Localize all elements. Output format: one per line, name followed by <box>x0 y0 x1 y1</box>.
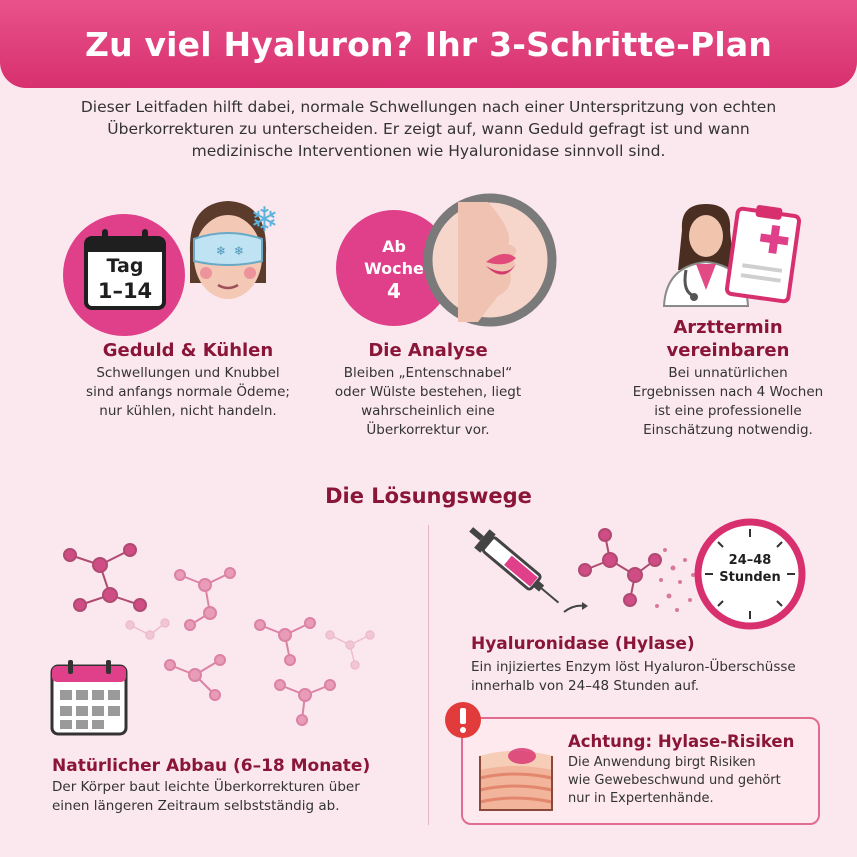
natural-title: Natürlicher Abbau (6–18 Monate) <box>52 756 371 776</box>
step1-text <box>58 364 318 421</box>
skin-tissue-icon <box>474 726 558 812</box>
step3-text-line: ist eine professionelle <box>654 403 802 419</box>
header-banner <box>0 0 857 88</box>
step3-text-line: Ergebnissen nach 4 Wochen <box>632 384 824 400</box>
step1-text-line: Schwellungen und Knubbel <box>96 365 280 381</box>
step1-title: Geduld & Kühlen <box>102 340 274 361</box>
step2-badge-line3: 4 <box>387 279 401 303</box>
step3-title-line: Arzttermin <box>673 317 783 338</box>
calendar-icon <box>50 658 130 738</box>
face-cooling-mask-icon <box>170 193 288 318</box>
step2-text-line: Überkorrektur vor. <box>366 422 490 438</box>
step1-badge-label <box>82 254 168 304</box>
step2-title: Die Analyse <box>368 340 488 361</box>
step3-text-line: Bei unnatürlichen <box>668 365 788 381</box>
dissolving-molecule-graphic <box>565 520 705 620</box>
svg-text:❄: ❄ <box>250 200 279 240</box>
step3-title-line: vereinbaren <box>666 340 790 361</box>
clock-label-line1: 24–48 <box>728 553 772 568</box>
hylase-text-line: innerhalb von 24–48 Stunden auf. <box>471 678 700 694</box>
svg-text:❄: ❄ <box>234 244 245 258</box>
natural-text <box>52 778 412 816</box>
step1-badge-line1: Tag <box>106 255 144 277</box>
warning-text-line: nur in Expertenhände. <box>568 791 714 806</box>
doctor-clipboard-icon <box>654 200 804 310</box>
step2-text-line: wahrscheinlich eine <box>361 403 495 419</box>
magnifier-lips-icon <box>418 192 568 332</box>
syringe-icon <box>468 524 568 616</box>
step3-text-line: Einschätzung notwendig. <box>643 422 813 438</box>
page-title: Zu viel Hyaluron? Ihr 3-Schritte-Plan <box>84 24 773 64</box>
intro-text <box>60 96 797 162</box>
intro-line: medizinische Interventionen wie Hyaluronidase sinnvoll sind. <box>191 142 666 160</box>
hylase-text-line: Ein injiziertes Enzym löst Hyaluron-Überschüsse <box>471 659 796 675</box>
step2-text-line: Bleiben „Entenschnabel“ <box>343 365 513 381</box>
step2-badge-line1: Ab <box>382 237 406 256</box>
hylase-text <box>471 658 841 696</box>
warning-title: Achtung: Hylase-Risiken <box>568 732 795 751</box>
step2-text-line: oder Wülste bestehen, liegt <box>334 384 522 400</box>
step3-title <box>628 316 828 362</box>
warning-text <box>568 754 808 808</box>
hylase-title: Hyaluronidase (Hylase) <box>471 634 695 654</box>
clock-label-line2: Stunden <box>719 570 781 585</box>
intro-line: Dieser Leitfaden hilft dabei, normale Schwellungen nach einer Unterspritzung von echten <box>80 98 777 116</box>
step1-badge-line2: 1–14 <box>97 279 153 303</box>
step1-text-line: nur kühlen, nicht handeln. <box>99 403 277 419</box>
svg-text:❄: ❄ <box>216 244 227 258</box>
step2-badge-line2: Woche <box>364 259 424 278</box>
warning-text-line: wie Gewebeschwund und gehört <box>568 773 781 788</box>
solutions-section-title: Die Lösungswege <box>325 484 532 508</box>
natural-text-line: Der Körper baut leichte Überkorrekturen über <box>52 779 360 795</box>
intro-line: Überkorrekturen zu unterscheiden. Er zeigt auf, wann Geduld gefragt ist und wann <box>107 120 750 138</box>
column-divider <box>428 525 429 825</box>
natural-text-line: einen längeren Zeitraum selbstständig ab. <box>52 798 340 814</box>
step3-text <box>608 364 848 440</box>
step1-text-line: sind anfangs normale Ödeme; <box>86 384 290 400</box>
warning-text-line: Die Anwendung birgt Risiken <box>568 755 756 770</box>
clock-label <box>705 552 795 586</box>
step2-text <box>318 364 538 440</box>
